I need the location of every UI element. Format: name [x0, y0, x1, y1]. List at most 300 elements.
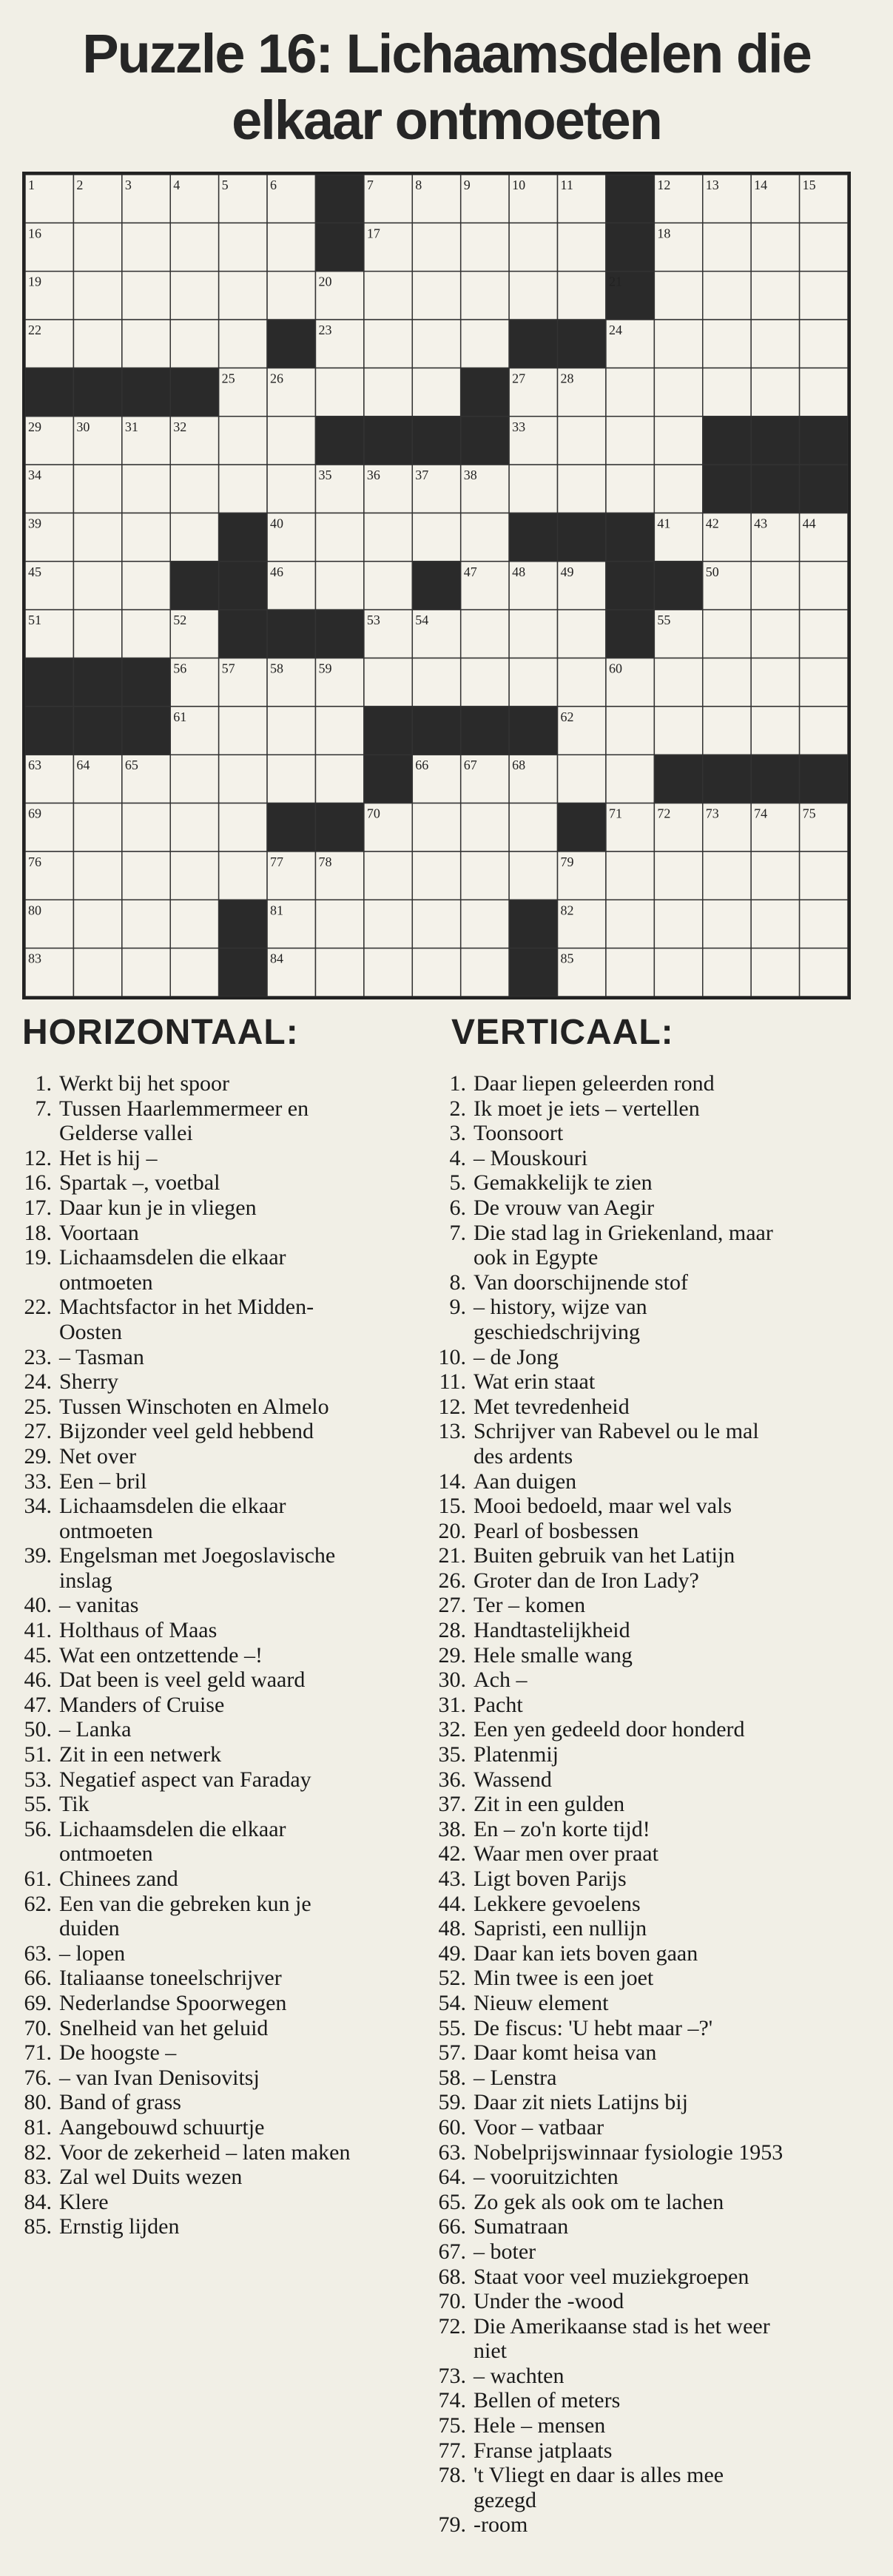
clue-text: Voortaan — [59, 1220, 139, 1245]
grid-cell[interactable] — [800, 610, 848, 658]
black-cell — [800, 755, 848, 803]
cell-number: 14 — [754, 178, 768, 192]
grid-cell[interactable] — [412, 658, 460, 707]
grid-cell[interactable] — [170, 513, 218, 561]
clue-number: 33. — [24, 1469, 52, 1494]
clue-text: – Mouskouri — [474, 1145, 588, 1170]
clue-number: 52. — [438, 1966, 466, 1991]
grid-cell[interactable] — [219, 803, 267, 852]
grid-cell[interactable] — [800, 368, 848, 416]
cell-number: 59 — [318, 661, 332, 676]
clue-number: 83. — [24, 2165, 52, 2190]
clue-text: Italiaanse toneelschrijver — [59, 1966, 282, 1991]
grid-cell[interactable] — [606, 852, 654, 900]
grid-cell[interactable] — [751, 562, 799, 610]
grid-cell[interactable] — [800, 320, 848, 368]
grid-cell[interactable] — [461, 513, 509, 561]
grid-cell[interactable] — [800, 852, 848, 900]
grid-cell[interactable] — [267, 417, 315, 465]
clue-number: 56. — [24, 1816, 52, 1841]
grid-cell[interactable] — [364, 658, 412, 707]
grid-cell[interactable] — [315, 707, 363, 755]
verticaal-clue — [414, 2190, 888, 2215]
grid-cell[interactable] — [73, 272, 121, 320]
grid-cell[interactable] — [509, 852, 557, 900]
clue-number: 21. — [438, 1543, 466, 1568]
clue-number: 55. — [24, 1792, 52, 1817]
clue-number: 16. — [24, 1170, 52, 1196]
clue-number: 4. — [449, 1145, 466, 1170]
grid-cell[interactable] — [73, 465, 121, 513]
clue-number: 1. — [35, 1071, 52, 1096]
grid-cell[interactable] — [219, 465, 267, 513]
grid-cell[interactable] — [73, 803, 121, 852]
grid-cell[interactable] — [122, 900, 170, 948]
clue-number: 40. — [24, 1593, 52, 1618]
grid-cell[interactable] — [364, 562, 412, 610]
clue-number: 69. — [24, 1990, 52, 2015]
grid-cell[interactable] — [315, 562, 363, 610]
grid-cell[interactable] — [751, 900, 799, 948]
verticaal-clue-list — [414, 1071, 888, 2538]
grid-cell[interactable] — [800, 562, 848, 610]
black-cell — [509, 900, 557, 948]
verticaal-clue — [414, 1693, 888, 1718]
grid-cell[interactable] — [509, 803, 557, 852]
grid-cell[interactable] — [412, 900, 460, 948]
grid-cell[interactable] — [558, 610, 606, 658]
clue-number: 54. — [438, 1990, 466, 2015]
black-cell — [364, 707, 412, 755]
horizontaal-clue — [0, 2066, 444, 2091]
clue-number: 61. — [24, 1867, 52, 1891]
grid-cell[interactable] — [558, 755, 606, 803]
clue-text: Daar kan iets boven gaan — [474, 1941, 698, 1966]
grid-cell[interactable] — [703, 610, 751, 658]
clue-number: 8. — [449, 1270, 466, 1295]
grid-cell[interactable] — [654, 948, 702, 997]
grid-cell[interactable] — [703, 320, 751, 368]
grid-cell[interactable] — [558, 658, 606, 707]
clue-number: 24. — [24, 1369, 52, 1395]
grid-cell[interactable] — [751, 368, 799, 416]
black-cell — [558, 803, 606, 852]
grid-cell[interactable] — [412, 223, 460, 271]
clue-number: 57. — [438, 2040, 466, 2066]
cell-number: 41 — [657, 516, 671, 531]
grid-cell[interactable] — [703, 658, 751, 707]
clue-number: 70. — [438, 2289, 466, 2314]
cell-number: 69 — [28, 806, 41, 821]
clue-number: 9. — [449, 1295, 466, 1320]
grid-cell[interactable] — [267, 755, 315, 803]
grid-cell[interactable] — [364, 320, 412, 368]
grid-cell[interactable] — [751, 707, 799, 755]
grid-cell[interactable] — [558, 223, 606, 271]
clue-text: 't Vliegt en daar is alles mee — [474, 2463, 724, 2488]
grid-cell[interactable] — [800, 900, 848, 948]
cell-number: 39 — [28, 516, 41, 531]
grid-cell[interactable] — [703, 707, 751, 755]
horizontaal-clue — [0, 1071, 444, 1096]
black-cell — [751, 755, 799, 803]
clue-number: 66. — [24, 1966, 52, 1991]
grid-cell[interactable] — [654, 368, 702, 416]
grid-cell[interactable] — [703, 272, 751, 320]
grid-cell[interactable] — [364, 948, 412, 997]
grid-cell[interactable] — [461, 272, 509, 320]
grid-cell[interactable] — [509, 272, 557, 320]
verticaal-clue — [414, 2265, 888, 2290]
grid-cell[interactable] — [412, 513, 460, 561]
clue-text: Band of grass — [59, 2090, 181, 2115]
verticaal-clue — [414, 1717, 888, 1742]
cell-number: 66 — [415, 758, 429, 773]
grid-cell[interactable] — [122, 948, 170, 997]
verticaal-clue — [414, 2090, 888, 2115]
clue-text: – Lanka — [59, 1717, 132, 1742]
verticaal-clue — [414, 2488, 888, 2513]
clue-text: Wat een ontzettende –! — [59, 1642, 263, 1668]
clue-text: Sherry — [59, 1369, 118, 1395]
grid-cell[interactable] — [170, 852, 218, 900]
grid-cell[interactable] — [800, 707, 848, 755]
verticaal-clue — [414, 1071, 888, 1096]
grid-cell[interactable] — [170, 803, 218, 852]
grid-cell[interactable] — [703, 223, 751, 271]
grid-cell[interactable] — [654, 658, 702, 707]
black-cell — [654, 562, 702, 610]
verticaal-heading: VERTICAAL: — [451, 1013, 674, 1052]
cell-number: 67 — [463, 758, 477, 773]
grid-cell[interactable] — [412, 368, 460, 416]
grid-cell[interactable] — [122, 272, 170, 320]
grid-cell[interactable] — [461, 223, 509, 271]
clue-number: 75. — [438, 2413, 466, 2438]
black-cell — [412, 707, 460, 755]
cell-number: 53 — [366, 613, 380, 628]
horizontaal-clue — [0, 1146, 444, 1171]
grid-cell[interactable] — [122, 320, 170, 368]
clue-text: ontmoeten — [59, 1841, 153, 1867]
grid-cell[interactable] — [315, 513, 363, 561]
grid-cell[interactable] — [509, 223, 557, 271]
verticaal-clue — [414, 2165, 888, 2190]
cell-number: 19 — [28, 274, 41, 289]
grid-cell[interactable] — [654, 900, 702, 948]
grid-cell[interactable] — [654, 320, 702, 368]
verticaal-clue — [414, 1941, 888, 1966]
black-cell — [25, 368, 73, 416]
grid-cell[interactable] — [412, 320, 460, 368]
clue-text: Pacht — [474, 1692, 523, 1717]
grid-cell[interactable] — [461, 320, 509, 368]
cell-number: 32 — [173, 419, 187, 434]
verticaal-clue — [414, 1618, 888, 1643]
grid-cell[interactable] — [219, 852, 267, 900]
grid-cell[interactable] — [364, 852, 412, 900]
clue-text: Een van die gebreken kun je — [59, 1891, 311, 1916]
grid-cell[interactable] — [73, 320, 121, 368]
grid-cell[interactable] — [122, 513, 170, 561]
clue-number: 11. — [439, 1369, 466, 1395]
cell-number: 71 — [608, 806, 622, 821]
clue-text: Ernstig lijden — [59, 2214, 180, 2239]
clue-text: Wat erin staat — [474, 1369, 596, 1395]
grid-cell[interactable] — [703, 852, 751, 900]
grid-cell[interactable] — [315, 900, 363, 948]
cell-number: 5 — [221, 178, 229, 192]
grid-cell[interactable] — [170, 948, 218, 997]
grid-cell[interactable] — [606, 707, 654, 755]
grid-cell[interactable] — [219, 707, 267, 755]
grid-cell[interactable] — [122, 852, 170, 900]
cell-number: 43 — [754, 516, 768, 531]
grid-cell[interactable] — [267, 223, 315, 271]
grid-cell[interactable] — [219, 272, 267, 320]
grid-cell[interactable] — [315, 368, 363, 416]
grid-cell[interactable] — [654, 465, 702, 513]
grid-cell[interactable] — [170, 465, 218, 513]
grid-cell[interactable] — [606, 948, 654, 997]
clue-number: 23. — [24, 1344, 52, 1369]
grid-cell[interactable] — [170, 755, 218, 803]
grid-cell[interactable] — [606, 368, 654, 416]
grid-cell[interactable] — [800, 223, 848, 271]
grid-cell[interactable] — [122, 803, 170, 852]
horizontaal-clue — [0, 1593, 444, 1618]
grid-cell[interactable] — [364, 513, 412, 561]
black-cell — [25, 658, 73, 707]
cell-number: 44 — [802, 516, 816, 531]
clue-number: 27. — [438, 1593, 466, 1618]
horizontaal-clue — [0, 1395, 444, 1420]
grid-cell[interactable] — [122, 223, 170, 271]
grid-cell[interactable] — [751, 610, 799, 658]
grid-cell[interactable] — [412, 272, 460, 320]
grid-cell[interactable] — [703, 368, 751, 416]
grid-cell[interactable] — [461, 610, 509, 658]
clue-text: Het is hij – — [59, 1145, 158, 1170]
cell-number: 70 — [366, 806, 380, 821]
grid-cell[interactable] — [412, 852, 460, 900]
black-cell — [509, 948, 557, 997]
grid-cell[interactable] — [751, 223, 799, 271]
clue-number: 42. — [438, 1841, 466, 1867]
black-cell — [170, 562, 218, 610]
clue-text: Tik — [59, 1792, 90, 1817]
grid-cell[interactable] — [73, 562, 121, 610]
horizontaal-clue — [0, 1170, 444, 1196]
clue-text: Waar men over praat — [474, 1841, 658, 1867]
clue-number — [0, 1519, 59, 1544]
cell-number: 61 — [173, 709, 187, 724]
grid-cell[interactable] — [509, 465, 557, 513]
grid-cell[interactable] — [509, 610, 557, 658]
grid-cell[interactable] — [219, 755, 267, 803]
grid-cell[interactable] — [219, 320, 267, 368]
clue-text: Van doorschijnende stof — [474, 1270, 688, 1295]
grid-cell[interactable] — [558, 417, 606, 465]
grid-cell[interactable] — [412, 948, 460, 997]
grid-cell[interactable] — [703, 948, 751, 997]
grid-cell[interactable] — [73, 223, 121, 271]
clue-text: – van Ivan Denisovitsj — [59, 2065, 260, 2090]
grid-cell[interactable] — [170, 900, 218, 948]
grid-cell[interactable] — [73, 852, 121, 900]
grid-cell[interactable] — [751, 272, 799, 320]
grid-cell[interactable] — [267, 707, 315, 755]
verticaal-clue — [414, 1568, 888, 1594]
grid-cell[interactable] — [412, 803, 460, 852]
black-cell — [364, 755, 412, 803]
verticaal-clue — [414, 1395, 888, 1420]
clue-text: – Tasman — [59, 1344, 144, 1369]
clue-number: 7. — [35, 1096, 52, 1121]
grid-cell[interactable] — [364, 900, 412, 948]
grid-cell[interactable] — [267, 272, 315, 320]
grid-cell[interactable] — [122, 465, 170, 513]
clue-text: Wassend — [474, 1767, 552, 1792]
verticaal-clue — [414, 1817, 888, 1842]
grid-cell[interactable] — [509, 658, 557, 707]
grid-cell[interactable] — [606, 755, 654, 803]
grid-cell[interactable] — [364, 368, 412, 416]
verticaal-clue — [414, 1593, 888, 1618]
grid-cell[interactable] — [654, 272, 702, 320]
grid-cell[interactable] — [73, 513, 121, 561]
clue-text: Engelsman met Joegoslavische — [59, 1543, 336, 1568]
cell-number: 74 — [754, 806, 768, 821]
grid-cell[interactable] — [461, 803, 509, 852]
clue-text: niet — [474, 2339, 507, 2364]
grid-cell[interactable] — [73, 900, 121, 948]
grid-cell[interactable] — [606, 465, 654, 513]
black-cell — [219, 900, 267, 948]
grid-cell[interactable] — [558, 465, 606, 513]
cell-number: 6 — [270, 178, 277, 192]
clue-number: 72. — [438, 2313, 466, 2339]
grid-cell[interactable] — [800, 948, 848, 997]
clue-text: ook in Egypte — [474, 1245, 599, 1270]
grid-cell[interactable] — [461, 852, 509, 900]
grid-cell[interactable] — [606, 417, 654, 465]
grid-cell[interactable] — [800, 658, 848, 707]
clue-number — [0, 1568, 59, 1594]
clue-number: 59. — [438, 2090, 466, 2115]
grid-cell[interactable] — [170, 272, 218, 320]
verticaal-clue — [414, 1345, 888, 1370]
grid-cell[interactable] — [461, 948, 509, 997]
clue-text: Een – bril — [59, 1469, 147, 1494]
grid-cell[interactable] — [170, 320, 218, 368]
grid-cell[interactable] — [219, 223, 267, 271]
grid-cell[interactable] — [703, 900, 751, 948]
grid-cell[interactable] — [751, 852, 799, 900]
black-cell — [122, 707, 170, 755]
black-cell — [315, 223, 363, 271]
verticaal-clue — [414, 2115, 888, 2140]
cell-number: 65 — [124, 758, 138, 773]
clue-number: 37. — [438, 1792, 466, 1817]
grid-cell[interactable] — [751, 658, 799, 707]
clue-number: 20. — [438, 1518, 466, 1543]
clue-number: 7. — [449, 1220, 466, 1245]
clue-number: 53. — [24, 1767, 52, 1792]
clue-number: 10. — [438, 1344, 466, 1369]
grid-cell[interactable] — [800, 272, 848, 320]
grid-cell[interactable] — [751, 320, 799, 368]
cell-number: 37 — [415, 468, 429, 483]
grid-cell[interactable] — [751, 948, 799, 997]
clue-number: 3. — [449, 1121, 466, 1146]
grid-cell[interactable] — [558, 272, 606, 320]
verticaal-clue — [414, 1792, 888, 1817]
cell-number: 72 — [657, 806, 671, 821]
grid-cell[interactable] — [654, 417, 702, 465]
clue-number — [414, 1444, 474, 1469]
verticaal-clue — [414, 1196, 888, 1221]
grid-cell[interactable] — [315, 948, 363, 997]
clue-number: 13. — [438, 1419, 466, 1444]
cell-number: 49 — [560, 564, 574, 579]
clue-text: Nederlandse Spoorwegen — [59, 1990, 287, 2015]
clue-text: – boter — [474, 2239, 536, 2264]
verticaal-clue — [414, 1146, 888, 1171]
grid-cell[interactable] — [219, 417, 267, 465]
clue-text: ontmoeten — [59, 1518, 153, 1543]
cell-number: 42 — [705, 516, 719, 531]
black-cell — [364, 417, 412, 465]
grid-cell[interactable] — [461, 658, 509, 707]
grid-cell[interactable] — [170, 223, 218, 271]
clue-text: Een yen gedeeld door honderd — [474, 1717, 745, 1742]
black-cell — [412, 562, 460, 610]
black-cell — [73, 707, 121, 755]
grid-cell[interactable] — [606, 900, 654, 948]
grid-cell[interactable] — [654, 707, 702, 755]
clue-text: Werkt bij het spoor — [59, 1071, 230, 1096]
clue-text: Under the -wood — [474, 2289, 624, 2314]
horizontaal-clue — [0, 1096, 444, 1122]
grid-cell[interactable] — [122, 610, 170, 658]
clue-number: 51. — [24, 1742, 52, 1767]
grid-cell[interactable] — [461, 900, 509, 948]
verticaal-clue — [414, 1221, 888, 1246]
grid-cell[interactable] — [122, 562, 170, 610]
cell-number: 2 — [76, 178, 84, 192]
grid-cell[interactable] — [654, 852, 702, 900]
clue-text: Ik moet je iets – vertellen — [474, 1096, 700, 1121]
clue-text: Buiten gebruik van het Latijn — [474, 1543, 735, 1568]
cell-number: 21 — [608, 274, 622, 289]
crossword-grid-svg — [25, 175, 848, 997]
black-cell — [800, 417, 848, 465]
grid-cell[interactable] — [73, 610, 121, 658]
clue-number — [0, 1916, 59, 1941]
grid-cell[interactable] — [73, 948, 121, 997]
clue-number: 1. — [449, 1071, 466, 1096]
grid-cell[interactable] — [315, 755, 363, 803]
grid-cell[interactable] — [364, 272, 412, 320]
cell-number: 63 — [28, 758, 41, 773]
cell-number: 35 — [318, 468, 332, 483]
verticaal-clue — [414, 1444, 888, 1469]
horizontaal-clue — [0, 1221, 444, 1246]
verticaal-clue — [414, 1991, 888, 2016]
grid-cell[interactable] — [267, 465, 315, 513]
horizontaal-clue — [0, 2040, 444, 2066]
